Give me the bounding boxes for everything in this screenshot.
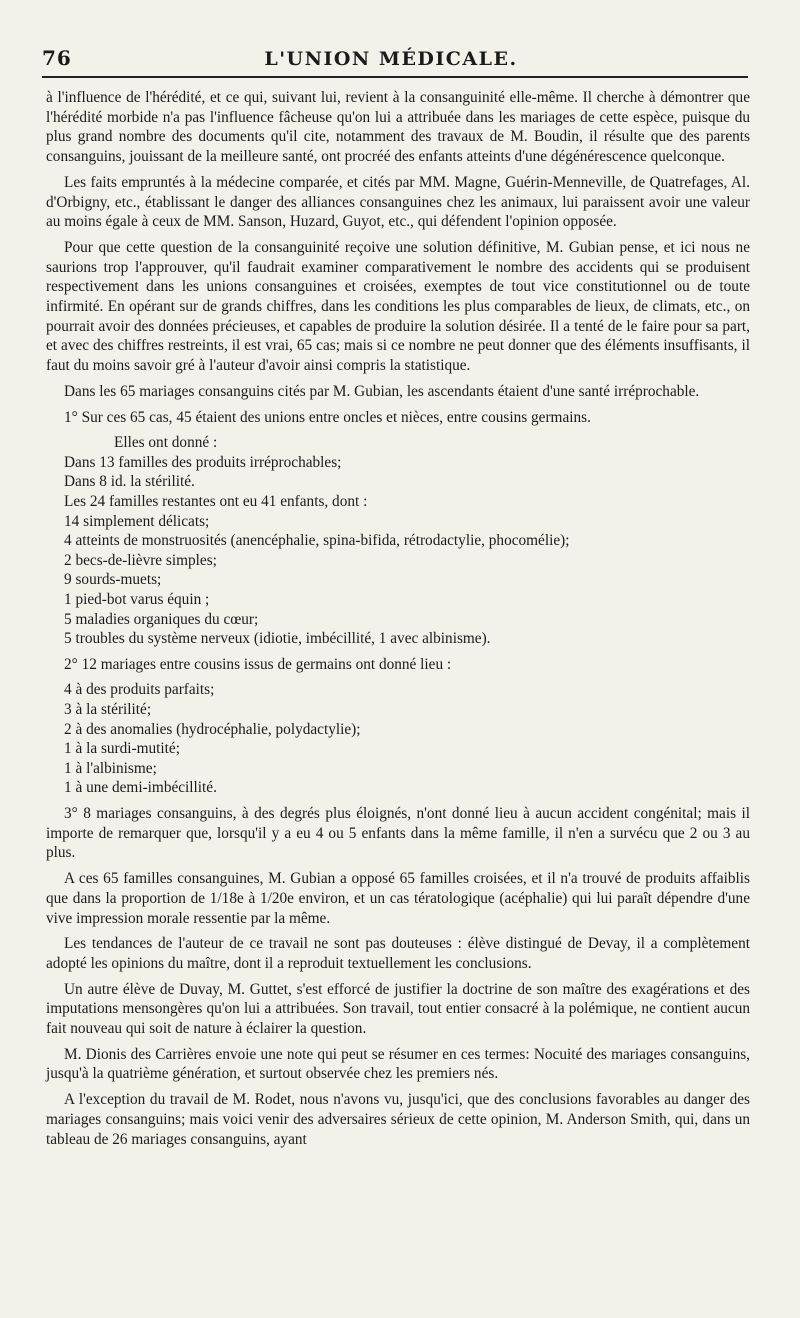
list-item: 5 maladies organiques du cœur; [64,610,259,628]
paragraph-5: 3° 8 mariages consanguins, à des degrés plus éloignés, n'ont donné lieu à aucun accident congénital; mais il importe de remarquer que, lorsqu'il y a eu 4 ou 5 enfants dans la même famille, il n'en a survécu que 2 ou 3 au plus. [46,805,750,862]
list-item: 4 à des produits parfaits; [64,681,215,699]
statistics-1-list [64,433,750,649]
statistics-1-intro: 1° Sur ces 65 cas, 45 étaient des unions entre oncles et nièces, entre cousins germains. [64,408,591,426]
paragraph-4: Dans les 65 mariages consanguins cités par M. Gubian, les ascendants étaient d'une santé irréprochable. [64,382,700,400]
running-title: L'UNION MÉDICALE. [264,48,518,70]
list-item: 14 simplement délicats; [64,512,210,530]
list-item: 9 sourds-muets; [64,571,162,589]
paragraph-7: Les tendances de l'auteur de ce travail ne sont pas douteuses : élève distingué de Devay, il a complètement adopté les opinions du maître, dont il a reproduit textuellement les conclusions. [46,935,750,972]
list-item: 2 becs-de-lièvre simples; [64,551,217,569]
paragraph-8: Un autre élève de Duvay, M. Guttet, s'est efforcé de justifier la doctrine de son maître des exagérations et des imputations mensongères qu'on lui a attribuées. Son travail, tout entier consacré à la polémique, ne contient aucun fait nouveau qui soit de nature à éclairer la question. [46,980,750,1038]
statistics-2-list [64,680,750,798]
list-item: Dans 13 familles des produits irréprochables; [64,453,342,471]
list-item: 2 à des anomalies (hydrocéphalie, polydactylie); [64,720,361,738]
list-item: 4 atteints de monstruosités (anencéphalie, spina-bifida, rétrodactylie, phocomélie); [64,532,570,550]
paragraph-1: à l'influence de l'hérédité, et ce qui, suivant lui, revient à la consanguinité elle-même. Il cherche à démontrer que l'hérédité morbide n'a pas l'influence fâcheuse qu'on lui a attribuée dans les mariages de cette espèce, puisque du plus grand nombre des documents qu'il cite, notamment des travaux de M. Boudin, il résulte que des parents consanguins, jouissant de la meilleure santé, ont procréé des enfants atteints d'une dégénérescence quelconque. [46,89,750,166]
list-item: Les 24 familles restantes ont eu 41 enfants, dont : [64,493,368,511]
page-header [42,44,740,74]
list-item: 5 troubles du système nerveux (idiotie, imbécillité, 1 avec albinisme). [64,630,491,648]
list-item: 1 à la surdi-mutité; [64,740,180,758]
header-rule [42,76,748,78]
page-number: 76 [42,46,72,70]
list-item: Dans 8 id. la stérilité. [64,473,195,491]
paragraph-3: Pour que cette question de la consanguinité reçoive une solution définitive, M. Gubian pense, et ici nous ne saurions trop l'approuver, qu'il faudrait examiner comparativement le nombre des accidents qui se produisent respectivement dans les unions consanguines et croisées, exemptes de tout vice constitutionnel ou de toute infirmité. En opérant sur de grands chiffres, dans les conditions les plus comparables de lieux, de climats, etc., on pourrait avoir des données précieuses, et capables de produire la solution désirée. Il a tenté de le faire pour sa part, et avec des chiffres restreints, il est vrai, 65 cas; mais si ce nombre ne peut donner que des éléments insuffisants, il faut du moins savoir gré à l'auteur d'avoir ainsi compris la statistique. [46,238,750,375]
list-item: 1 pied-bot varus équin ; [64,591,210,608]
paragraph-6: A ces 65 familles consanguines, M. Gubian a opposé 65 familles croisées, et il n'a trouvé de produits affaiblis que dans la proportion de 1/18e à 1/20e environ, et un cas tératologique (acéphalie) qui lui paraît dépendre d'une vive impression morale ressentie par la même. [46,870,750,927]
list-item: Elles ont donné : [114,434,218,452]
article-body [46,88,750,1155]
list-item: 1 à une demi-imbécillité. [64,779,217,797]
paragraph-2: Les faits empruntés à la médecine comparée, et cités par MM. Magne, Guérin-Menneville, de Quatrefages, Al. d'Orbigny, etc., établissant le danger des alliances consanguines chez les animaux, lui paraissent avoir une valeur au moins égale à ceux de MM. Sanson, Huzard, Guyot, etc., qui défendent l'opinion opposée. [46,173,750,231]
statistics-2-intro: 2° 12 mariages entre cousins issus de germains ont donné lieu : [64,655,452,673]
list-item: 1 à l'albinisme; [64,759,157,777]
list-item: 3 à la stérilité; [64,701,152,719]
paragraph-10: A l'exception du travail de M. Rodet, nous n'avons vu, jusqu'ici, que des conclusions favorables au danger des mariages consanguins; mais voici venir des adversaires sérieux de cette opinion, M. Anderson Smith, qui, dans un tableau de 26 mariages consanguins, ayant [46,1091,750,1148]
paragraph-9: M. Dionis des Carrières envoie une note qui peut se résumer en ces termes: Nocuité des mariages consanguins, jusqu'à la quatrième génération, et surtout observée chez les premiers nés. [46,1045,750,1083]
